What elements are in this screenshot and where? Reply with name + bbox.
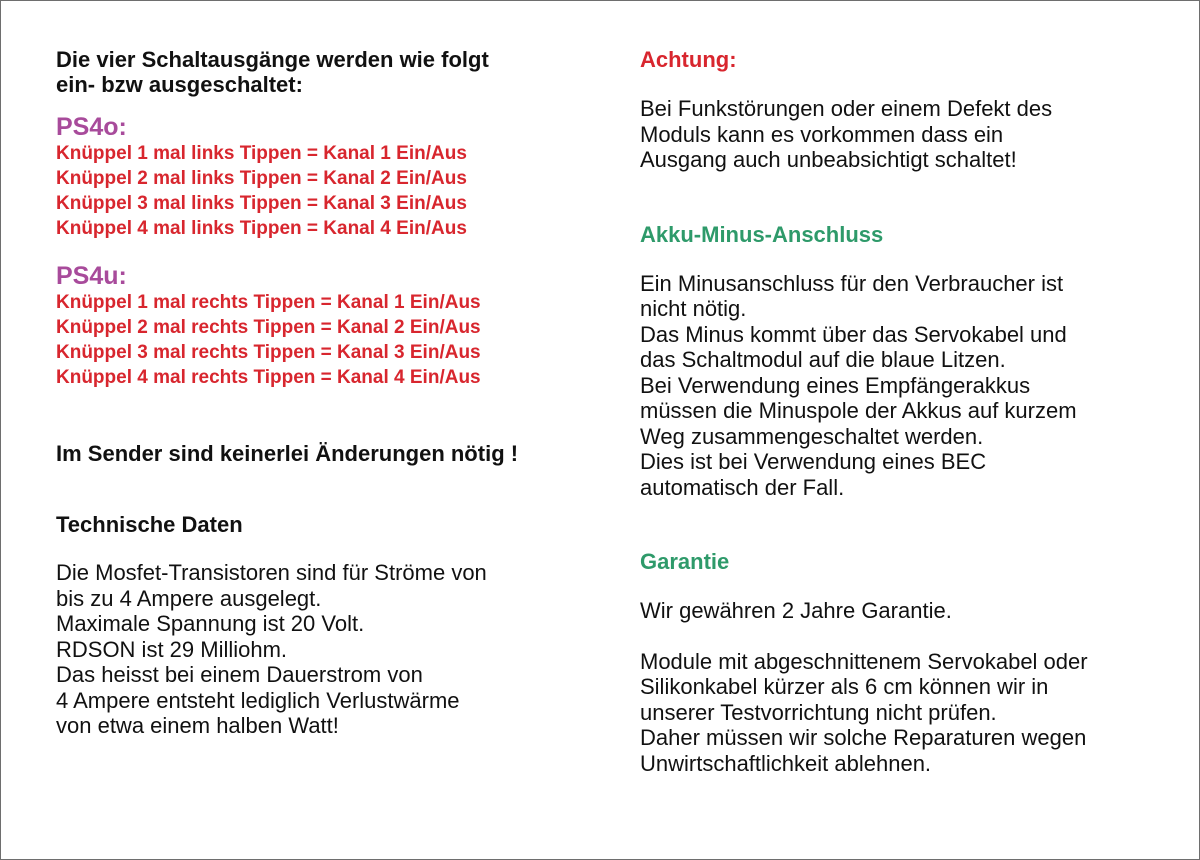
tech-line: Die Mosfet-Transistoren sind für Ströme von: [56, 560, 487, 585]
akku-title: Akku-Minus-Anschluss: [640, 221, 884, 247]
intro-line: Die vier Schaltausgänge werden wie folgt: [56, 47, 489, 72]
akku-line: müssen die Minuspole der Akkus auf kurzem: [640, 398, 1077, 423]
intro-line: ein- bzw ausgeschaltet:: [56, 72, 303, 97]
ps4u-title: PS4u:: [56, 262, 127, 290]
akku-body: [640, 271, 1185, 501]
ps4u-rules: [56, 290, 616, 390]
akku-line: automatisch der Fall.: [640, 474, 845, 500]
module-line: Unwirtschaftlichkeit ablehnen.: [640, 750, 932, 776]
ps4o-rule: Knüppel 4 mal links Tippen = Kanal 4 Ein/Aus: [56, 218, 467, 239]
ps4u-rule: Knüppel 4 mal rechts Tippen = Kanal 4 Ein/Aus: [56, 367, 481, 388]
module-line: Module mit abgeschnittenem Servokabel oder: [640, 648, 1088, 674]
akku-line: Ein Minusanschluss für den Verbraucher ist: [640, 270, 1064, 296]
garantie-body: [640, 598, 1185, 624]
module-line: Silikonkabel kürzer als 6 cm können wir in: [640, 674, 1049, 699]
module-line: Daher müssen wir solche Reparaturen wegen: [640, 725, 1087, 750]
akku-line: nicht nötig.: [640, 296, 747, 321]
ps4o-title: PS4o:: [56, 113, 127, 141]
akku-line: Weg zusammengeschaltet werden.: [640, 423, 984, 449]
ps4o-rule: Knüppel 3 mal links Tippen = Kanal 3 Ein/Aus: [56, 193, 467, 214]
tech-line: bis zu 4 Ampere ausgelegt.: [56, 585, 322, 611]
tech-line: von etwa einem halben Watt!: [56, 713, 339, 738]
module-repair-note: [640, 649, 1185, 777]
module-line: unserer Testvorrichtung nicht prüfen.: [640, 699, 997, 725]
tech-data-title: Technische Daten: [56, 512, 243, 537]
sender-note: Im Sender sind keinerlei Änderungen nötig !: [56, 441, 519, 466]
warning-title: Achtung:: [640, 47, 737, 72]
warning-body: [640, 96, 1185, 173]
garantie-title: Garantie: [640, 549, 730, 574]
ps4u-rule: Knüppel 1 mal rechts Tippen = Kanal 1 Ein/Aus: [56, 292, 481, 313]
ps4o-rule: Knüppel 1 mal links Tippen = Kanal 1 Ein/Aus: [56, 143, 467, 164]
right-column: [640, 47, 1185, 776]
tech-line: RDSON ist 29 Milliohm.: [56, 636, 288, 662]
tech-data-body: [56, 560, 616, 739]
left-column: [56, 47, 616, 739]
warning-line: Bei Funkstörungen oder einem Defekt des: [640, 96, 1053, 121]
intro-heading: [56, 47, 616, 97]
akku-line: Bei Verwendung eines Empfängerakkus: [640, 372, 1031, 398]
akku-line: Dies ist bei Verwendung eines BEC: [640, 449, 987, 474]
warning-line: Ausgang auch unbeabsichtigt schaltet!: [640, 147, 1017, 172]
garantie-line: Wir gewähren 2 Jahre Garantie.: [640, 598, 952, 623]
warning-line: Moduls kann es vorkommen dass ein: [640, 121, 1004, 147]
ps4u-rule: Knüppel 3 mal rechts Tippen = Kanal 3 Ein/Aus: [56, 342, 481, 363]
tech-line: 4 Ampere entsteht lediglich Verlustwärme: [56, 687, 460, 713]
akku-line: das Schaltmodul auf die blaue Litzen.: [640, 347, 1006, 372]
ps4o-rules: [56, 141, 616, 241]
akku-line: Das Minus kommt über das Servokabel und: [640, 321, 1067, 347]
tech-line: Das heisst bei einem Dauerstrom von: [56, 662, 423, 687]
tech-line: Maximale Spannung ist 20 Volt.: [56, 611, 365, 636]
ps4o-rule: Knüppel 2 mal links Tippen = Kanal 2 Ein/Aus: [56, 168, 467, 189]
ps4u-rule: Knüppel 2 mal rechts Tippen = Kanal 2 Ein/Aus: [56, 317, 481, 338]
